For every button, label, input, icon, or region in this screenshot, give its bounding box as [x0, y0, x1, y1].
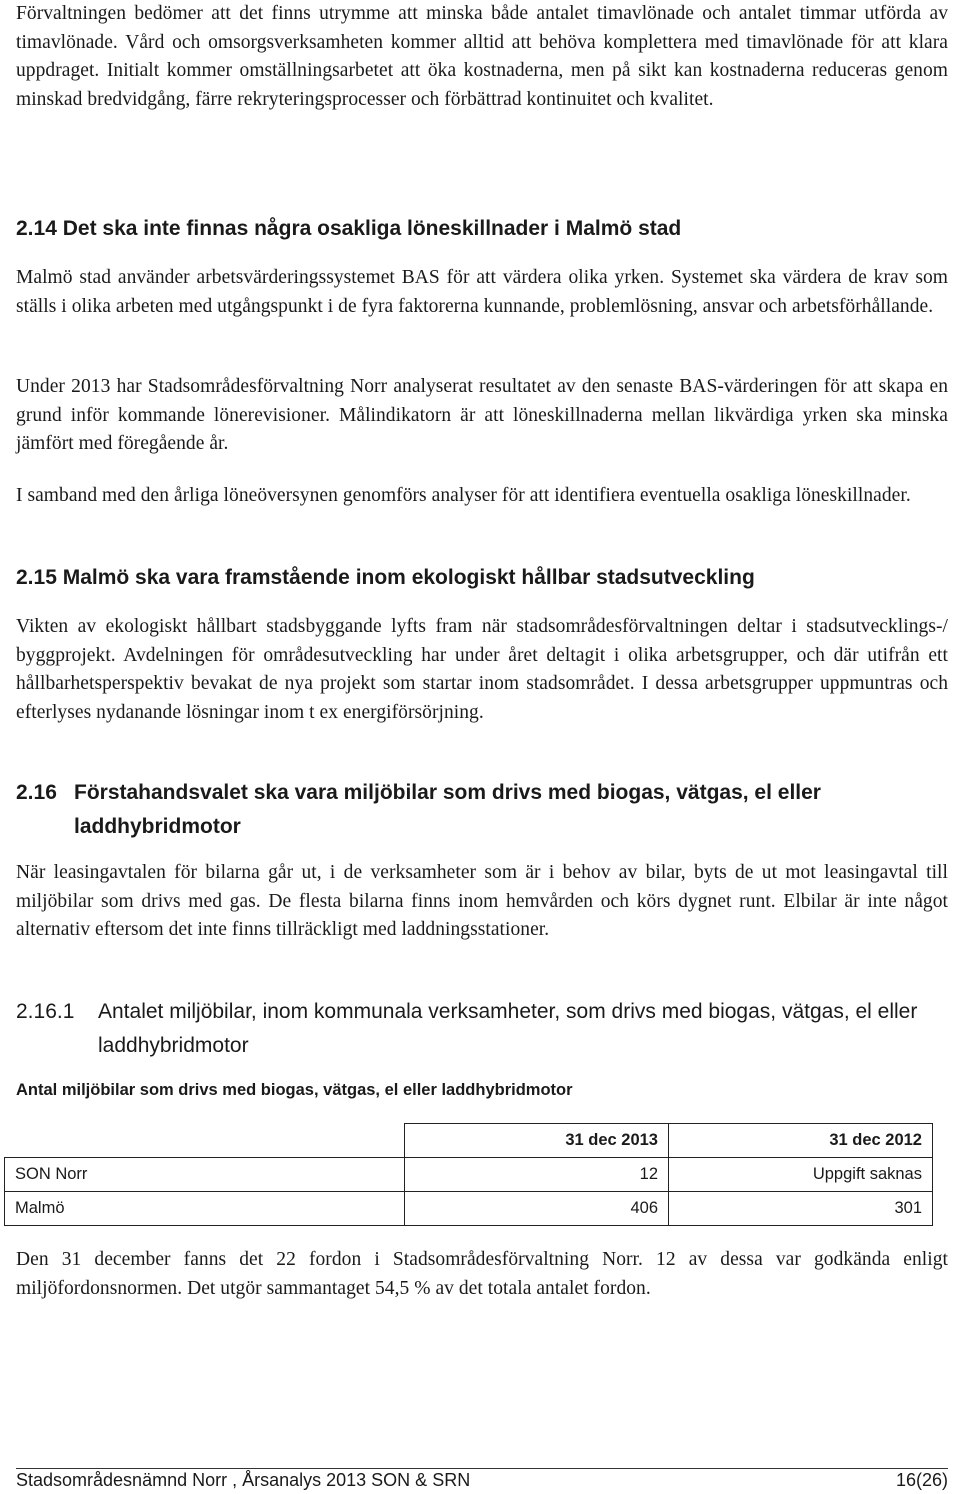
footer-title: Stadsområdesnämnd Norr , Årsanalys 2013 SON & SRN: [16, 1470, 471, 1490]
row-label: Malmö: [5, 1192, 405, 1226]
cell-2013: 12: [405, 1158, 669, 1192]
table-row: [5, 1192, 933, 1226]
heading-2-16: [16, 776, 948, 844]
page-number: 16(26): [895, 1470, 948, 1490]
cell-2012: Uppgift saknas: [669, 1158, 933, 1192]
heading-2-16-1: [16, 995, 948, 1063]
paragraph-analys: Under 2013 har Stadsområdesförvaltning Norr analyserat resultatet av den senaste BAS-värderingen för att skapa en grund inför kommande lönerevisioner. Målindikatorn är att löneskillnaderna mellan likvärdiga yrken ska minska jämfört med föregående år.: [16, 376, 948, 454]
footer-divider: [16, 1468, 948, 1469]
heading-2-15: [16, 561, 948, 595]
heading-title: Malmö ska vara framstående inom ekologiskt hållbar stadsutveckling: [62, 566, 755, 589]
heading-title: Förstahandsvalet ska vara miljöbilar som drivs med biogas, vätgas, el eller laddhybridmotor: [74, 781, 821, 838]
row-label: SON Norr: [5, 1158, 405, 1192]
heading-number: 2.16.1: [16, 1000, 75, 1023]
cell-2013: 406: [405, 1192, 669, 1226]
paragraph-timavlonade: Förvaltningen bedömer att det finns utrymme att minska både antalet timavlönade och antalet timmar utförda av timavlönade. Vård och omsorgsverksamheten kommer alltid att behöva komplettera med timavlönade för att klara uppdraget. Initialt kommer omställningsarbetet att öka kostnaderna, men på sikt kan kostnaderna reduceras genom minskad bredvidgång, färre rekryteringsprocesser och förbättrad kontinuitet och kvalitet.: [16, 3, 948, 110]
paragraph-leasing: När leasingavtalen för bilarna går ut, i de verksamheter som är i behov av bilar, byts de ut mot leasingavtal till miljöbilar som drivs med gas. De flesta bilarna finns inom hemvården och körs dygnet runt. Elbilar är inte något alternativ eftersom det inte finns tillräckligt med laddningsstationer.: [16, 862, 948, 940]
table-header-row: [5, 1124, 933, 1158]
page-footer: [16, 1470, 948, 1491]
table-row: [5, 1158, 933, 1192]
paragraph-loneoversyn: I samband med den årliga löneöversynen genomförs analyser för att identifiera eventuella osakliga löneskillnader.: [16, 485, 911, 506]
table-header-2012: 31 dec 2012: [669, 1124, 933, 1158]
cell-2012: 301: [669, 1192, 933, 1226]
table-caption: Antal miljöbilar som drivs med biogas, vätgas, el eller laddhybridmotor: [16, 1081, 573, 1099]
table-header-2013: 31 dec 2013: [405, 1124, 669, 1158]
heading-number: 2.15: [16, 566, 57, 589]
heading-number: 2.16: [16, 781, 57, 804]
heading-title: Antalet miljöbilar, inom kommunala verksamheter, som drivs med biogas, vätgas, el eller laddhybridmotor: [98, 1000, 918, 1057]
paragraph-fordon: Den 31 december fanns det 22 fordon i Stadsområdesförvaltning Norr. 12 av dessa var godkända enligt miljöfordonsnormen. Det utgör sammantaget 54,5 % av det totala antalet fordon.: [16, 1249, 948, 1299]
paragraph-bas: Malmö stad använder arbetsvärderingssystemet BAS för att värdera olika yrken. Systemet ska värdera de krav som ställs i olika arbeten med utgångspunkt i de fyra faktorerna kunnande, problemlösning, ansvar och arbetsförhållande.: [16, 267, 948, 317]
heading-title: Det ska inte finnas några osakliga löneskillnader i Malmö stad: [62, 217, 682, 240]
miljobilar-table: [4, 1123, 933, 1226]
table-corner: [5, 1124, 405, 1158]
paragraph-ekologiskt: Vikten av ekologiskt hållbart stadsbyggande lyfts fram när stadsområdesförvaltningen deltar i stadsutvecklings-/ byggprojekt. Avdelningen för områdesutveckling har under året deltagit i olika arbetsgrupper, och där utifrån ett hållbarhetsperspektiv bevakat de nya projekt som startar inom stadsområdet. I dessa arbetsgrupper uppmuntras och efterlyses nydanande lösningar inom t ex energiförsörjning.: [16, 616, 948, 723]
heading-number: 2.14: [16, 217, 57, 240]
heading-2-14: [16, 212, 948, 246]
